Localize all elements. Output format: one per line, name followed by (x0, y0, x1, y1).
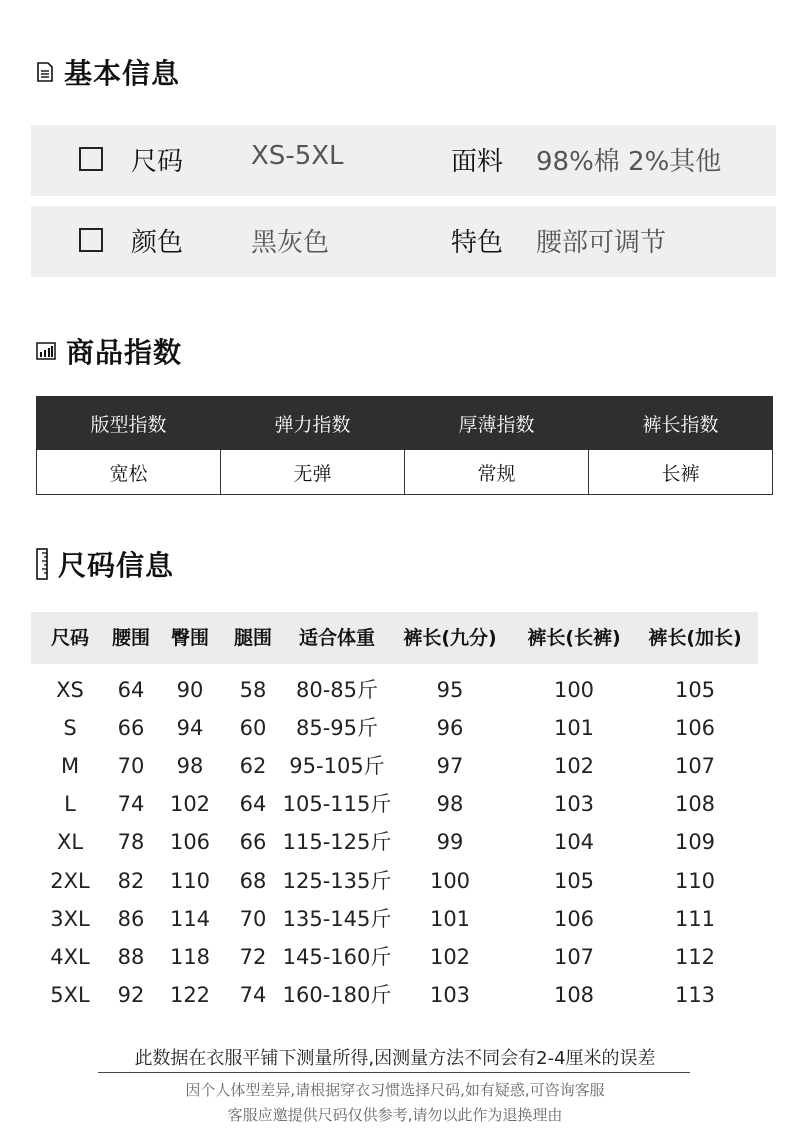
size-table-cell: L (64, 792, 76, 816)
size-table-cell: 108 (553, 983, 595, 1007)
size-table-cell: 70 (117, 754, 145, 778)
index-value: 无弹 (221, 450, 405, 495)
size-table-cell: 99 (436, 830, 464, 854)
index-value-row (37, 450, 773, 495)
size-table-cell: 68 (239, 869, 267, 893)
size-column-header: 适合体重 (298, 627, 375, 649)
size-table-cell: 95-105斤 (289, 754, 385, 778)
size-table-cell: 92 (117, 983, 145, 1007)
product-index-table (36, 396, 773, 495)
size-column-header: 腿围 (233, 627, 272, 649)
size-table-cell: 102 (169, 792, 211, 816)
info-label: 面料 (451, 147, 504, 177)
size-table-cell: 98 (436, 792, 464, 816)
index-header: 弹力指数 (221, 397, 405, 450)
size-table-cell: 135-145斤 (282, 907, 392, 931)
size-table-cell: 118 (169, 945, 211, 969)
size-disclaimer-note: 客服应邀提供尺码仅供参考,请勿以此作为退换理由 (227, 1106, 563, 1124)
size-table-cell: 74 (239, 983, 267, 1007)
index-header: 厚薄指数 (405, 397, 589, 450)
size-table-cell: 60 (239, 716, 267, 740)
document-icon (36, 62, 54, 82)
size-column-header: 臀围 (170, 627, 209, 649)
size-table-cell: 58 (239, 678, 267, 702)
size-table-cell: 5XL (50, 983, 90, 1007)
info-value: 腰部可调节 (536, 228, 667, 258)
size-table-cell: 103 (429, 983, 471, 1007)
size-table-cell: 85-95斤 (295, 716, 379, 740)
size-table-cell: 100 (429, 869, 471, 893)
size-table-cell: 101 (429, 907, 471, 931)
size-table-cell: 64 (239, 792, 267, 816)
size-table-cell: XS (56, 678, 84, 702)
size-table-cell: 66 (239, 830, 267, 854)
measurement-note: 此数据在衣服平铺下测量所得,因测量方法不同会有2-4厘米的误差 (134, 1048, 656, 1069)
section-title: 商品指数 (66, 336, 183, 369)
size-table-cell: 110 (169, 869, 211, 893)
size-table-cell: 145-160斤 (282, 945, 392, 969)
size-table-cell: 125-135斤 (282, 869, 392, 893)
size-table-cell: 72 (239, 945, 267, 969)
size-column-header: 尺码 (50, 627, 89, 649)
size-table-cell: 80-85斤 (295, 678, 379, 702)
size-table-cell: 106 (674, 716, 716, 740)
info-value: 黑灰色 (251, 228, 330, 258)
size-table-cell: 3XL (50, 907, 90, 931)
basic-info-heading (36, 52, 180, 92)
section-title: 尺码信息 (58, 549, 175, 582)
size-column-header: 裤长(长裤) (527, 627, 621, 649)
info-label: 颜色 (131, 228, 184, 258)
size-table-cell: 102 (429, 945, 471, 969)
size-table-cell: 98 (176, 754, 204, 778)
size-table-cell: 113 (674, 983, 716, 1007)
size-table-cell: 106 (553, 907, 595, 931)
size-table-cell: 105 (553, 869, 595, 893)
index-header-row (37, 397, 773, 450)
size-table-cell: 74 (117, 792, 145, 816)
size-advice-note: 因个人体型差异,请根据穿衣习惯选择尺码,如有疑惑,可咨询客服 (185, 1081, 605, 1099)
size-table-cell: 96 (436, 716, 464, 740)
size-table-cell: M (60, 754, 80, 778)
size-table-cell: 104 (553, 830, 595, 854)
info-label: 尺码 (131, 147, 184, 177)
size-table-cell: 4XL (50, 945, 90, 969)
size-table-cell: 160-180斤 (282, 983, 392, 1007)
basic-info-row (31, 206, 776, 277)
size-table-cell: 97 (436, 754, 464, 778)
size-table-cell: 110 (674, 869, 716, 893)
size-table-cell: 70 (239, 907, 267, 931)
size-table-cell: XL (56, 830, 84, 854)
info-label: 特色 (451, 228, 504, 258)
size-table-cell: 82 (117, 869, 145, 893)
index-value: 长裤 (589, 450, 773, 495)
size-column-header: 裤长(九分) (403, 627, 497, 649)
checkbox-icon (79, 228, 103, 252)
size-table-cell: 109 (674, 830, 716, 854)
size-table-cell: 107 (674, 754, 716, 778)
size-table-cell: 108 (674, 792, 716, 816)
size-table-cell: 100 (553, 678, 595, 702)
size-table-cell: 64 (117, 678, 145, 702)
size-table-cell: 103 (553, 792, 595, 816)
size-table-cell: 106 (169, 830, 211, 854)
basic-info-row (31, 125, 776, 196)
info-value: XS-5XL (251, 141, 344, 171)
size-table-cell: 111 (674, 907, 716, 931)
size-table-cell: 86 (117, 907, 145, 931)
size-table-cell: 88 (117, 945, 145, 969)
size-info-heading (36, 544, 174, 584)
size-table-cell: 107 (553, 945, 595, 969)
size-table-cell: 90 (176, 678, 204, 702)
size-table-cell: 122 (169, 983, 211, 1007)
size-table-cell: 102 (553, 754, 595, 778)
size-table-cell: 2XL (50, 869, 90, 893)
index-value: 宽松 (37, 450, 221, 495)
size-column-header: 裤长(加长) (648, 627, 742, 649)
size-table-cell: 62 (239, 754, 267, 778)
size-table-cell: 94 (176, 716, 204, 740)
size-table-cell: 78 (117, 830, 145, 854)
size-table-cell: 112 (674, 945, 716, 969)
divider (98, 1072, 690, 1073)
size-table-cell: 105 (674, 678, 716, 702)
size-table-cell: S (63, 716, 77, 740)
index-header: 裤长指数 (589, 397, 773, 450)
size-column-header: 腰围 (111, 627, 150, 649)
index-value: 常规 (405, 450, 589, 495)
checkbox-icon (79, 147, 103, 171)
size-table-cell: 114 (169, 907, 211, 931)
size-table-cell: 66 (117, 716, 145, 740)
size-table-cell: 115-125斤 (282, 830, 392, 854)
section-title: 基本信息 (64, 57, 181, 90)
index-header: 版型指数 (37, 397, 221, 450)
size-table-cell: 105-115斤 (282, 792, 392, 816)
info-value: 98%棉 2%其他 (536, 147, 722, 177)
bar-chart-icon (36, 342, 56, 360)
ruler-icon (36, 548, 48, 580)
product-index-heading (36, 331, 182, 371)
size-table-cell: 95 (436, 678, 464, 702)
size-table-cell: 101 (553, 716, 595, 740)
